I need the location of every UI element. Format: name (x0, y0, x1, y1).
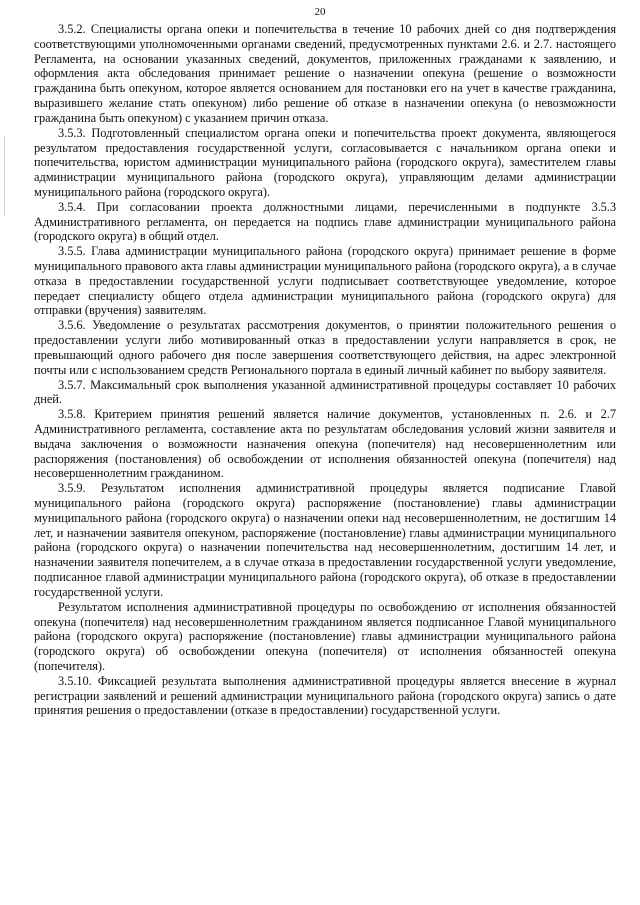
page-number: 20 (314, 6, 326, 18)
paragraph-3-5-3: 3.5.3. Подготовленный специалистом органа опеки и попечительства проект документа, являющегося результатом предоставления государственной услуги, согласовывается с начальником органа опеки и попечительства, юристом администрации муниципального района (городского округа), заместителем главы администрации муниципального района (городского округа), управляющим делами администрации муниципального района (городского округа). (34, 125, 616, 199)
paragraph-3-5-8: 3.5.8. Критерием принятия решений является наличие документов, установленных п. 2.6. и 2.7 Административного регламента, составление акта по результатам обследования условий жизни заявителя и выдача заключения о возможности назначения опекуна (попечителя) над несовершеннолетним или распоряжения (постановления) об освобождении от исполнения обязанностей опекуна (попечителя) над несовершеннолетним гражданином. (34, 407, 616, 481)
paragraph-3-5-2: 3.5.2. Специалисты органа опеки и попечительства в течение 10 рабочих дней со дня подтверждения соответствующими уполномоченными органами сведений, предусмотренных пунктами 2.6. и 2.7. настоящего Регламента, на основании указанных сведений, документов, приложенных гражданами к заявлению, и оформления акта обследования принимает решение о назначении опекуна (решение о возможности гражданина быть опекуном, которое является основанием для постановки его на учет в качестве гражданина, выразившего желание стать опекуном) либо решение об отказе в назначении опекуна (о невозможности гражданина быть опекуном) с указанием причин отказа. (34, 22, 616, 125)
paragraph-3-5-9: 3.5.9. Результатом исполнения административной процедуры является подписание Главой муниципального района (городского округа) распоряжение (постановление) главы администрации муниципального района (городского округа) о назначении опеки над несовершеннолетним, не достигшим 14 лет, и назначении заявителя опекуном, распоряжение (постановление) главы администрации муниципального района (городского округа) о назначении попечительства над несовершеннолетним, достигшим 14 лет, и назначении заявителя попечителем, а в случае отказа в предоставлении государственной услуги уведомление, подписанное главой администрации муниципального района (городского округа), об отказе в предоставлении государственной услуги. (34, 481, 616, 599)
paragraph-3-5-7: 3.5.7. Максимальный срок выполнения указанной административной процедуры составляет 10 рабочих дней. (34, 377, 616, 407)
document-body (34, 22, 616, 718)
scan-edge-mark (4, 136, 5, 216)
paragraph-3-5-9-release: Результатом исполнения административной процедуры по освобождению от исполнения обязанностей опекуна (попечителя) над несовершеннолетним гражданином является подписанное Главой муниципального района (городского округа) распоряжение (постановление) главы администрации муниципального района (городского округа) об освобождении опекуна (попечителя) от исполнения обязанностей опекуна (попечителя). (34, 599, 616, 673)
paragraph-3-5-6: 3.5.6. Уведомление о результатах рассмотрения документов, о принятии положительного решения о предоставлении услуги либо мотивированный отказ в предоставлении услуги направляется в срок, не превышающий одного рабочего дня после завершения соответствующего действия, на адрес электронной почты или с использованием средств Регионального портала в единый личный кабинет по выбору заявителя. (34, 318, 616, 377)
paragraph-3-5-10: 3.5.10. Фиксацией результата выполнения административной процедуры является внесение в журнал регистрации заявлений и решений администрации муниципального района (городского округа) запись о дате принятия решения о предоставлении (отказе в предоставлении) государственной услуги. (34, 673, 616, 718)
paragraph-3-5-4: 3.5.4. При согласовании проекта должностными лицами, перечисленными в подпункте 3.5.3 Административного регламента, он передается на подпись главе администрации муниципального района (городского округа) в общий отдел. (34, 199, 616, 244)
paragraph-3-5-5: 3.5.5. Глава администрации муниципального района (городского округа) принимает решение в форме муниципального правового акта главы администрации муниципального района (городского округа), а в случае отказа в предоставлении государственной услуги подписывает соответствующее уведомление, которое передает специалисту общего отдела администрации муниципального района (городского округа) для отправки (вручения) заявителям. (34, 244, 616, 318)
